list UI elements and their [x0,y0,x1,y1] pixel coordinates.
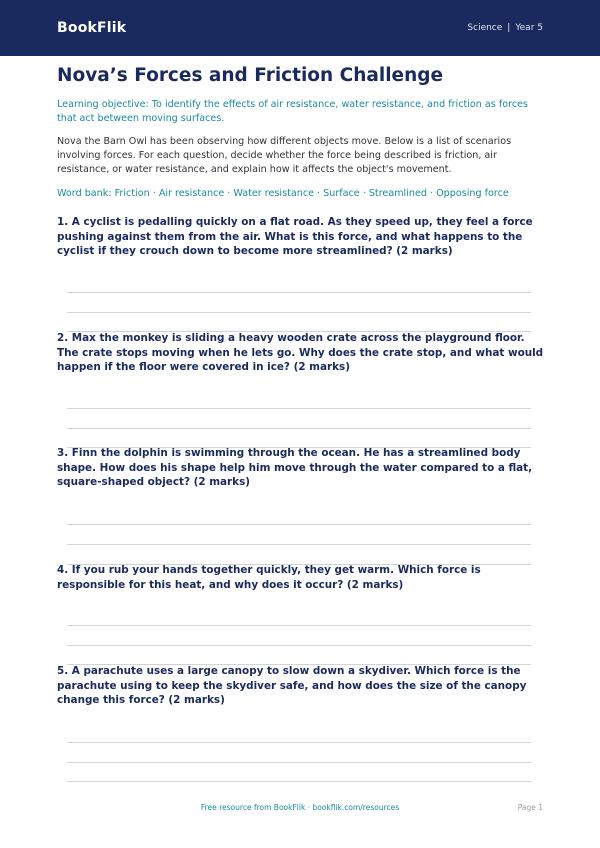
answer-line[interactable] [67,781,531,782]
question-4 [57,563,544,592]
page-title: Nova’s Forces and Friction Challenge [57,65,444,86]
brand-logo[interactable]: BookFlik [57,20,127,36]
subject-label: Science [467,23,503,33]
answer-line[interactable] [67,625,531,626]
answer-line[interactable] [67,292,531,293]
question-text: 2. Max the monkey is sliding a heavy wooden crate across the playground floor. The crate stops moving when he lets go. Why does the crate stop, and what would happen if the floor were covered in ice? (2 marks) [57,332,544,373]
page-header [0,0,600,56]
answer-line[interactable] [67,544,531,545]
question-text: 1. A cyclist is pedalling quickly on a flat road. As they speed up, they feel a force pushing against them from the air. What is this force, and what happens to the cyclist if they crouch down to become more streamlined? (2 marks) [57,216,533,257]
answer-line[interactable] [67,408,531,409]
breadcrumb-separator: | [507,23,511,33]
intro-paragraph: Nova the Barn Owl has been observing how different objects move. Below is a list of scenarios involving forces. For each question, decide whether the force being described is friction, air resistance, or water resistance, and explain how it affects the object's movement. [57,136,512,175]
page-footer [0,803,600,815]
learning-objective: Learning objective: To identify the effects of air resistance, water resistance, and friction as forces that act between moving surfaces. [57,99,529,124]
question-text: 3. Finn the dolphin is swimming through the ocean. He has a streamlined body shape. How does his shape help him move through the water compared to a flat, square-shaped object? (2 marks) [57,447,533,488]
question-3 [57,446,544,490]
year-label: Year 5 [515,23,543,33]
question-text: 4. If you rub your hands together quickly, they get warm. Which force is responsible for this heat, and why does it occur? (2 marks) [57,564,481,591]
answer-line[interactable] [67,312,531,313]
question-1 [57,215,544,259]
answer-line[interactable] [67,762,531,763]
answer-line[interactable] [67,524,531,525]
question-2 [57,331,544,375]
question-5 [57,664,544,708]
answer-line[interactable] [67,742,531,743]
breadcrumb [467,23,543,33]
page-number: Page 1 [517,803,543,812]
worksheet-intro [57,64,544,201]
question-text: 5. A parachute uses a large canopy to slow down a skydiver. Which force is the parachute using to keep the skydiver safe, and how does the size of the canopy change this force? (2 marks) [57,665,527,706]
answer-line[interactable] [67,645,531,646]
resource-link[interactable]: Free resource from BookFlik · bookflik.com/resources [200,803,400,812]
word-bank: Word bank: Friction · Air resistance · Water resistance · Surface · Streamlined · Opposing force [57,188,509,199]
answer-line[interactable] [67,428,531,429]
